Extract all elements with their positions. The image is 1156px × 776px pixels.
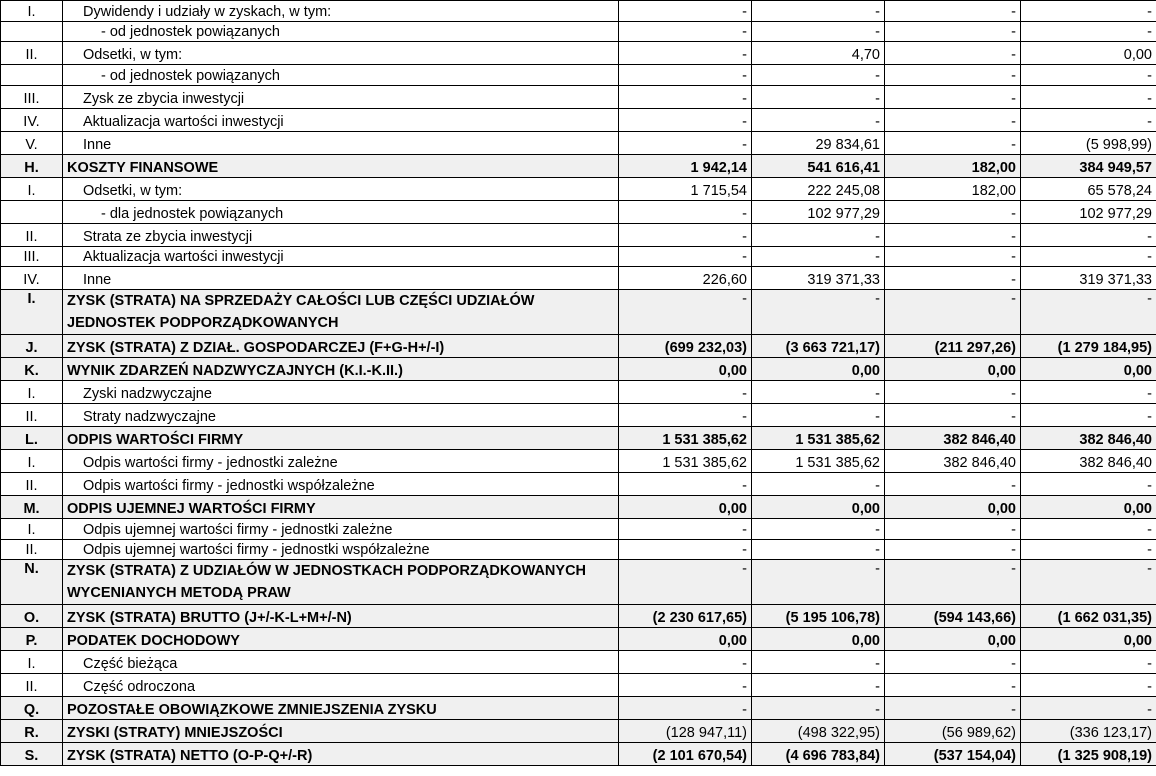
table-row (1, 540, 1156, 560)
value-cell-col1: - (619, 86, 752, 109)
value-cell-col3: 182,00 (885, 178, 1021, 201)
table-row (1, 743, 1156, 766)
row-code: V. (1, 132, 63, 155)
value-cell-col3: 382 846,40 (885, 427, 1021, 450)
value-cell-col4: - (1021, 697, 1156, 720)
table-row (1, 247, 1156, 267)
value-cell-col4: - (1021, 560, 1156, 605)
row-label: - od jednostek powiązanych (63, 22, 619, 42)
value-cell-col1: (699 232,03) (619, 335, 752, 358)
table-row (1, 519, 1156, 540)
value-cell-col1: 0,00 (619, 628, 752, 651)
value-cell-col1: - (619, 560, 752, 605)
value-cell-col3: - (885, 86, 1021, 109)
value-cell-col2: 0,00 (752, 358, 885, 381)
value-cell-col4: 0,00 (1021, 358, 1156, 381)
value-cell-col2: - (752, 86, 885, 109)
value-cell-col2: - (752, 519, 885, 540)
value-cell-col4: - (1021, 473, 1156, 496)
value-cell-col4: - (1021, 404, 1156, 427)
table-row (1, 86, 1156, 109)
row-code: II. (1, 224, 63, 247)
value-cell-col4: - (1021, 247, 1156, 267)
value-cell-col3: - (885, 224, 1021, 247)
value-cell-col3: - (885, 404, 1021, 427)
row-code: R. (1, 720, 63, 743)
value-cell-col2: - (752, 560, 885, 605)
row-code (1, 201, 63, 224)
value-cell-col4: - (1021, 86, 1156, 109)
table-row (1, 335, 1156, 358)
row-label: WYNIK ZDARZEŃ NADZWYCZAJNYCH (K.I.-K.II.) (63, 358, 619, 381)
value-cell-col1: 0,00 (619, 496, 752, 519)
value-cell-col4: 0,00 (1021, 628, 1156, 651)
row-code: O. (1, 605, 63, 628)
value-cell-col4: - (1021, 224, 1156, 247)
table-row (1, 109, 1156, 132)
value-cell-col1: - (619, 519, 752, 540)
value-cell-col4: 102 977,29 (1021, 201, 1156, 224)
row-label: Inne (63, 132, 619, 155)
value-cell-col2: 4,70 (752, 42, 885, 65)
value-cell-col3: 0,00 (885, 496, 1021, 519)
row-code: I. (1, 1, 63, 22)
value-cell-col3: 0,00 (885, 628, 1021, 651)
value-cell-col1: - (619, 473, 752, 496)
row-label: POZOSTAŁE OBOWIĄZKOWE ZMNIEJSZENIA ZYSKU (63, 697, 619, 720)
table-row (1, 22, 1156, 42)
row-label: KOSZTY FINANSOWE (63, 155, 619, 178)
row-code (1, 22, 63, 42)
value-cell-col3: - (885, 697, 1021, 720)
value-cell-col1: - (619, 674, 752, 697)
row-code: II. (1, 404, 63, 427)
row-code: I. (1, 290, 63, 335)
value-cell-col3: 182,00 (885, 155, 1021, 178)
row-code: II. (1, 473, 63, 496)
value-cell-col1: 1 942,14 (619, 155, 752, 178)
row-code: I. (1, 519, 63, 540)
row-label: Inne (63, 267, 619, 290)
value-cell-col2: - (752, 381, 885, 404)
value-cell-col2: - (752, 109, 885, 132)
row-label: ODPIS UJEMNEJ WARTOŚCI FIRMY (63, 496, 619, 519)
value-cell-col2: 29 834,61 (752, 132, 885, 155)
value-cell-col4: 65 578,24 (1021, 178, 1156, 201)
value-cell-col3: - (885, 473, 1021, 496)
value-cell-col2: - (752, 651, 885, 674)
value-cell-col3: - (885, 247, 1021, 267)
value-cell-col2: (5 195 106,78) (752, 605, 885, 628)
row-code: J. (1, 335, 63, 358)
row-code: I. (1, 381, 63, 404)
value-cell-col2: 102 977,29 (752, 201, 885, 224)
value-cell-col3: - (885, 651, 1021, 674)
value-cell-col4: - (1021, 651, 1156, 674)
row-code: I. (1, 651, 63, 674)
value-cell-col1: - (619, 290, 752, 335)
row-label: ZYSKI (STRATY) MNIEJSZOŚCI (63, 720, 619, 743)
table-row (1, 720, 1156, 743)
row-code: I. (1, 178, 63, 201)
value-cell-col4: 0,00 (1021, 496, 1156, 519)
row-label: Część odroczona (63, 674, 619, 697)
table-row (1, 201, 1156, 224)
table-row (1, 427, 1156, 450)
row-code: H. (1, 155, 63, 178)
value-cell-col1: (2 101 670,54) (619, 743, 752, 766)
value-cell-col3: - (885, 290, 1021, 335)
value-cell-col1: 1 531 385,62 (619, 427, 752, 450)
table-row (1, 267, 1156, 290)
row-code: M. (1, 496, 63, 519)
table-row (1, 224, 1156, 247)
value-cell-col4: - (1021, 674, 1156, 697)
table-body (1, 1, 1156, 766)
value-cell-col4: 382 846,40 (1021, 427, 1156, 450)
value-cell-col2: 222 245,08 (752, 178, 885, 201)
table-row (1, 496, 1156, 519)
value-cell-col2: - (752, 224, 885, 247)
table-row (1, 473, 1156, 496)
value-cell-col4: - (1021, 519, 1156, 540)
value-cell-col3: - (885, 381, 1021, 404)
value-cell-col2: 0,00 (752, 496, 885, 519)
table-row (1, 358, 1156, 381)
row-label: ZYSK (STRATA) Z UDZIAŁÓW W JEDNOSTKACH PODPORZĄDKOWANYCH WYCENIANYCH METODĄ PRAW (63, 560, 619, 605)
table-row (1, 697, 1156, 720)
row-code: P. (1, 628, 63, 651)
value-cell-col1: - (619, 540, 752, 560)
row-label: Aktualizacja wartości inwestycji (63, 247, 619, 267)
row-label: Zysk ze zbycia inwestycji (63, 86, 619, 109)
row-code: K. (1, 358, 63, 381)
row-label: Odpis wartości firmy - jednostki zależne (63, 450, 619, 473)
row-label: ZYSK (STRATA) Z DZIAŁ. GOSPODARCZEJ (F+G-H+/-I) (63, 335, 619, 358)
row-code: S. (1, 743, 63, 766)
value-cell-col4: (5 998,99) (1021, 132, 1156, 155)
value-cell-col4: - (1021, 290, 1156, 335)
row-label: - od jednostek powiązanych (63, 65, 619, 86)
value-cell-col2: 319 371,33 (752, 267, 885, 290)
row-label: ODPIS WARTOŚCI FIRMY (63, 427, 619, 450)
row-label: Odpis wartości firmy - jednostki współzależne (63, 473, 619, 496)
value-cell-col3: - (885, 65, 1021, 86)
value-cell-col2: - (752, 697, 885, 720)
row-label: ZYSK (STRATA) NETTO (O-P-Q+/-R) (63, 743, 619, 766)
value-cell-col3: (537 154,04) (885, 743, 1021, 766)
value-cell-col2: 1 531 385,62 (752, 450, 885, 473)
row-code (1, 65, 63, 86)
row-label: Aktualizacja wartości inwestycji (63, 109, 619, 132)
value-cell-col3: - (885, 267, 1021, 290)
table-row (1, 628, 1156, 651)
value-cell-col3: 0,00 (885, 358, 1021, 381)
row-code: Q. (1, 697, 63, 720)
table-row (1, 450, 1156, 473)
value-cell-col1: - (619, 65, 752, 86)
row-label: ZYSK (STRATA) NA SPRZEDAŻY CAŁOŚCI LUB CZĘŚCI UDZIAŁÓW JEDNOSTEK PODPORZĄDKOWANYCH (63, 290, 619, 335)
value-cell-col1: - (619, 247, 752, 267)
value-cell-col1: - (619, 132, 752, 155)
value-cell-col3: (56 989,62) (885, 720, 1021, 743)
table-row (1, 605, 1156, 628)
value-cell-col3: - (885, 22, 1021, 42)
value-cell-col4: (1 325 908,19) (1021, 743, 1156, 766)
value-cell-col4: (336 123,17) (1021, 720, 1156, 743)
value-cell-col1: (2 230 617,65) (619, 605, 752, 628)
value-cell-col1: 0,00 (619, 358, 752, 381)
value-cell-col4: - (1021, 65, 1156, 86)
value-cell-col4: 0,00 (1021, 42, 1156, 65)
value-cell-col1: - (619, 651, 752, 674)
value-cell-col4: 319 371,33 (1021, 267, 1156, 290)
row-label: Straty nadzwyczajne (63, 404, 619, 427)
row-label: Odsetki, w tym: (63, 178, 619, 201)
value-cell-col3: - (885, 42, 1021, 65)
value-cell-col2: - (752, 473, 885, 496)
value-cell-col3: - (885, 519, 1021, 540)
value-cell-col3: (594 143,66) (885, 605, 1021, 628)
value-cell-col4: 384 949,57 (1021, 155, 1156, 178)
value-cell-col1: - (619, 201, 752, 224)
row-label: Odsetki, w tym: (63, 42, 619, 65)
row-code: II. (1, 42, 63, 65)
row-label: Zyski nadzwyczajne (63, 381, 619, 404)
value-cell-col2: - (752, 290, 885, 335)
value-cell-col1: - (619, 224, 752, 247)
value-cell-col4: (1 662 031,35) (1021, 605, 1156, 628)
value-cell-col1: 1 531 385,62 (619, 450, 752, 473)
value-cell-col2: - (752, 1, 885, 22)
value-cell-col2: 0,00 (752, 628, 885, 651)
value-cell-col3: - (885, 560, 1021, 605)
value-cell-col1: 226,60 (619, 267, 752, 290)
value-cell-col2: (4 696 783,84) (752, 743, 885, 766)
row-code: III. (1, 86, 63, 109)
value-cell-col1: (128 947,11) (619, 720, 752, 743)
table-row (1, 132, 1156, 155)
row-code: N. (1, 560, 63, 605)
value-cell-col1: - (619, 697, 752, 720)
row-label: - dla jednostek powiązanych (63, 201, 619, 224)
row-label: Odpis ujemnej wartości firmy - jednostki zależne (63, 519, 619, 540)
value-cell-col2: - (752, 22, 885, 42)
table-row (1, 674, 1156, 697)
table-row (1, 560, 1156, 605)
value-cell-col3: - (885, 674, 1021, 697)
value-cell-col2: - (752, 674, 885, 697)
table-row (1, 42, 1156, 65)
row-label: Dywidendy i udziały w zyskach, w tym: (63, 1, 619, 22)
table-row (1, 381, 1156, 404)
value-cell-col3: - (885, 1, 1021, 22)
value-cell-col1: - (619, 404, 752, 427)
table-row (1, 1, 1156, 22)
row-code: II. (1, 674, 63, 697)
value-cell-col4: - (1021, 1, 1156, 22)
row-label: Odpis ujemnej wartości firmy - jednostki współzależne (63, 540, 619, 560)
value-cell-col2: (3 663 721,17) (752, 335, 885, 358)
value-cell-col3: - (885, 132, 1021, 155)
value-cell-col4: 382 846,40 (1021, 450, 1156, 473)
value-cell-col2: - (752, 540, 885, 560)
value-cell-col2: 541 616,41 (752, 155, 885, 178)
table-row (1, 178, 1156, 201)
row-label: PODATEK DOCHODOWY (63, 628, 619, 651)
value-cell-col1: - (619, 381, 752, 404)
value-cell-col4: - (1021, 109, 1156, 132)
value-cell-col2: - (752, 247, 885, 267)
table-row (1, 290, 1156, 335)
value-cell-col1: - (619, 109, 752, 132)
value-cell-col3: 382 846,40 (885, 450, 1021, 473)
value-cell-col3: - (885, 540, 1021, 560)
value-cell-col2: 1 531 385,62 (752, 427, 885, 450)
value-cell-col1: - (619, 42, 752, 65)
value-cell-col1: - (619, 22, 752, 42)
value-cell-col2: (498 322,95) (752, 720, 885, 743)
value-cell-col3: (211 297,26) (885, 335, 1021, 358)
table-row (1, 155, 1156, 178)
value-cell-col3: - (885, 201, 1021, 224)
table-row (1, 651, 1156, 674)
value-cell-col3: - (885, 109, 1021, 132)
value-cell-col2: - (752, 404, 885, 427)
row-code: IV. (1, 267, 63, 290)
value-cell-col4: - (1021, 540, 1156, 560)
row-code: IV. (1, 109, 63, 132)
row-code: I. (1, 450, 63, 473)
row-code: II. (1, 540, 63, 560)
row-label: ZYSK (STRATA) BRUTTO (J+/-K-L+M+/-N) (63, 605, 619, 628)
value-cell-col4: (1 279 184,95) (1021, 335, 1156, 358)
row-label: Strata ze zbycia inwestycji (63, 224, 619, 247)
table-row (1, 65, 1156, 86)
value-cell-col4: - (1021, 22, 1156, 42)
value-cell-col1: 1 715,54 (619, 178, 752, 201)
value-cell-col4: - (1021, 381, 1156, 404)
value-cell-col1: - (619, 1, 752, 22)
table-row (1, 404, 1156, 427)
value-cell-col2: - (752, 65, 885, 86)
row-label: Część bieżąca (63, 651, 619, 674)
row-code: L. (1, 427, 63, 450)
row-code: III. (1, 247, 63, 267)
